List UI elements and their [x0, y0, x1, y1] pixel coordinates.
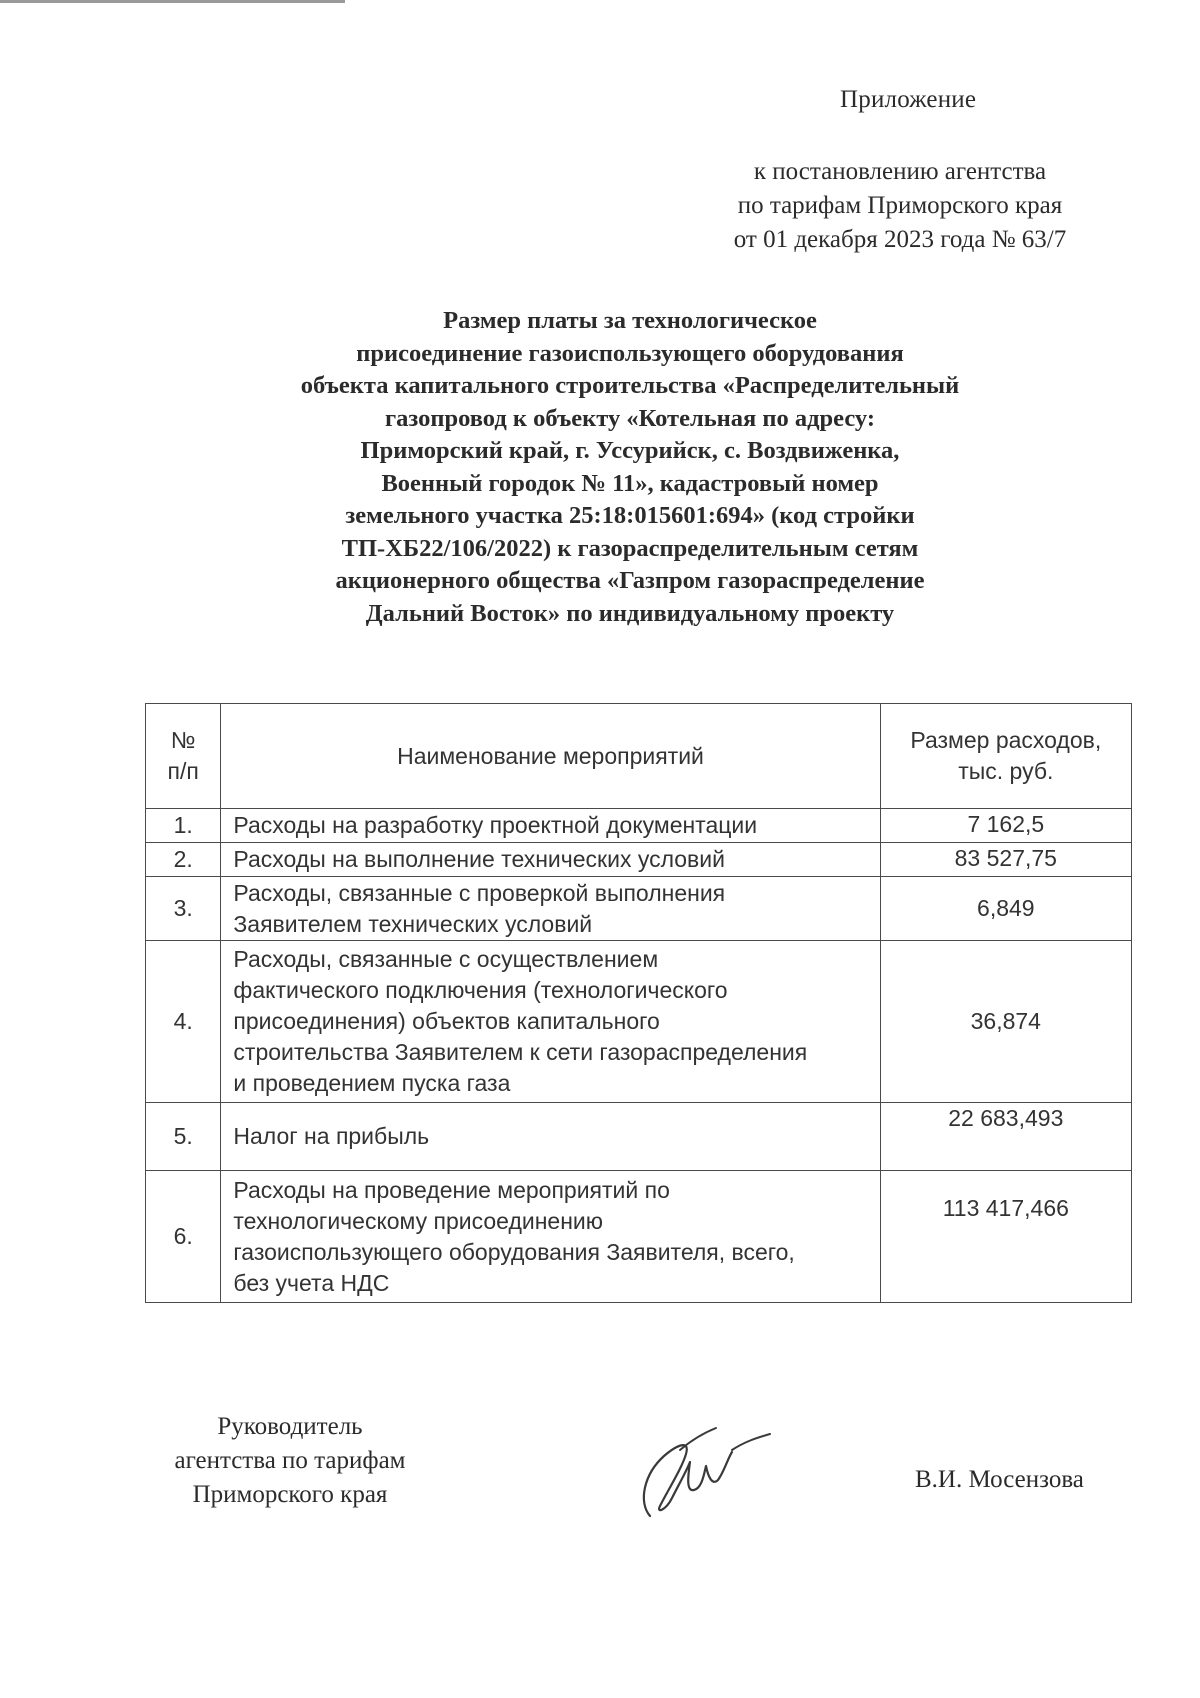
header-name: Наименование мероприятий [221, 704, 880, 809]
row-name-line: Расходы, связанные с осуществлением [233, 946, 659, 972]
row-name-line: Заявителем технических условий [233, 910, 593, 937]
row-name-line: Налог на прибыль [233, 1123, 430, 1149]
decree-reference-line: к постановлению агентства [753, 158, 1047, 185]
row-name-line: фактического подключения (технологического [233, 977, 728, 1003]
table-row [146, 877, 1132, 941]
row-amount: 6,849 [880, 877, 1131, 941]
header-amount-line: Размер расходов, [910, 727, 1102, 753]
signer-position-line: Приморского края [192, 1481, 388, 1508]
row-name-line: Расходы на разработку проектной документации [233, 812, 758, 838]
title-line: Военный городок № 11», кадастровый номер [381, 469, 879, 497]
signature-icon [620, 1410, 780, 1530]
row-name [221, 843, 880, 877]
handwritten-signature [620, 1410, 780, 1535]
row-name-line: технологическому присоединению [233, 1207, 604, 1234]
title-line: Дальний Восток» по индивидуальному проекту [365, 599, 895, 627]
row-name [221, 1103, 880, 1171]
row-name [221, 809, 880, 843]
signer-name: В.И. Мосензова [915, 1466, 1084, 1493]
signer-position [140, 1410, 440, 1512]
header-amount-line: тыс. руб. [958, 758, 1054, 784]
decree-reference-line: по тарифам Приморского края [737, 192, 1063, 219]
title-line: акционерного общества «Газпром газораспределение [335, 567, 925, 594]
title-line: земельного участка 25:18:015601:694» (код стройки [345, 502, 915, 529]
signer-position-line: Руководитель [217, 1413, 363, 1440]
row-name [221, 1171, 880, 1303]
row-amount: 22 683,493 [880, 1103, 1131, 1171]
document-title [230, 305, 1030, 630]
row-name-line: без учета НДС [233, 1269, 390, 1296]
row-amount: 36,874 [880, 941, 1131, 1103]
decree-reference [700, 155, 1100, 257]
row-name-line: присоединения) объектов капитального [233, 1008, 660, 1034]
row-name-line: газоиспользующего оборудования Заявителя, всего, [233, 1238, 795, 1265]
header-number [146, 704, 221, 809]
row-name [221, 877, 880, 941]
title-line: газопровод к объекту «Котельная по адресу: [385, 404, 875, 432]
row-number: 1. [146, 809, 221, 843]
table-row [146, 809, 1132, 843]
row-name-line: Расходы, связанные с проверкой выполнения [233, 879, 726, 906]
row-number: 3. [146, 877, 221, 941]
row-name-line: Расходы на проведение мероприятий по [233, 1176, 670, 1203]
row-amount: 113 417,466 [880, 1171, 1131, 1303]
row-name-line: и проведением пуска газа [233, 1070, 511, 1096]
decree-reference-line: от 01 декабря 2023 года № 63/7 [733, 226, 1067, 253]
table-row [146, 1171, 1132, 1303]
table-row [146, 843, 1132, 877]
row-number: 6. [146, 1171, 221, 1303]
title-line: ТП-ХБ22/106/2022) к газораспределительным сетям [341, 534, 919, 562]
table-row [146, 941, 1132, 1103]
signer-position-line: агентства по тарифам [174, 1447, 406, 1474]
appendix-label: Приложение [840, 86, 977, 113]
row-name [221, 941, 880, 1103]
scan-edge-mark [0, 0, 345, 3]
title-line: присоединение газоиспользующего оборудования [356, 339, 904, 367]
header-number-line: № [170, 727, 196, 753]
row-amount: 83 527,75 [880, 843, 1131, 877]
header-amount [880, 704, 1131, 809]
row-name-line: строительства Заявителем к сети газораспределения [233, 1039, 808, 1065]
row-number: 5. [146, 1103, 221, 1171]
title-line: объекта капитального строительства «Распределительный [300, 372, 960, 399]
cost-table [145, 703, 1132, 1303]
table-header-row [146, 704, 1132, 809]
row-number: 4. [146, 941, 221, 1103]
title-line: Размер платы за технологическое [443, 307, 817, 334]
row-amount: 7 162,5 [880, 809, 1131, 843]
header-number-line: п/п [167, 758, 199, 784]
table-row [146, 1103, 1132, 1171]
row-number: 2. [146, 843, 221, 877]
title-line: Приморский край, г. Уссурийск, с. Воздвиженка, [360, 437, 900, 464]
row-name-line: Расходы на выполнение технических условий [233, 846, 725, 872]
